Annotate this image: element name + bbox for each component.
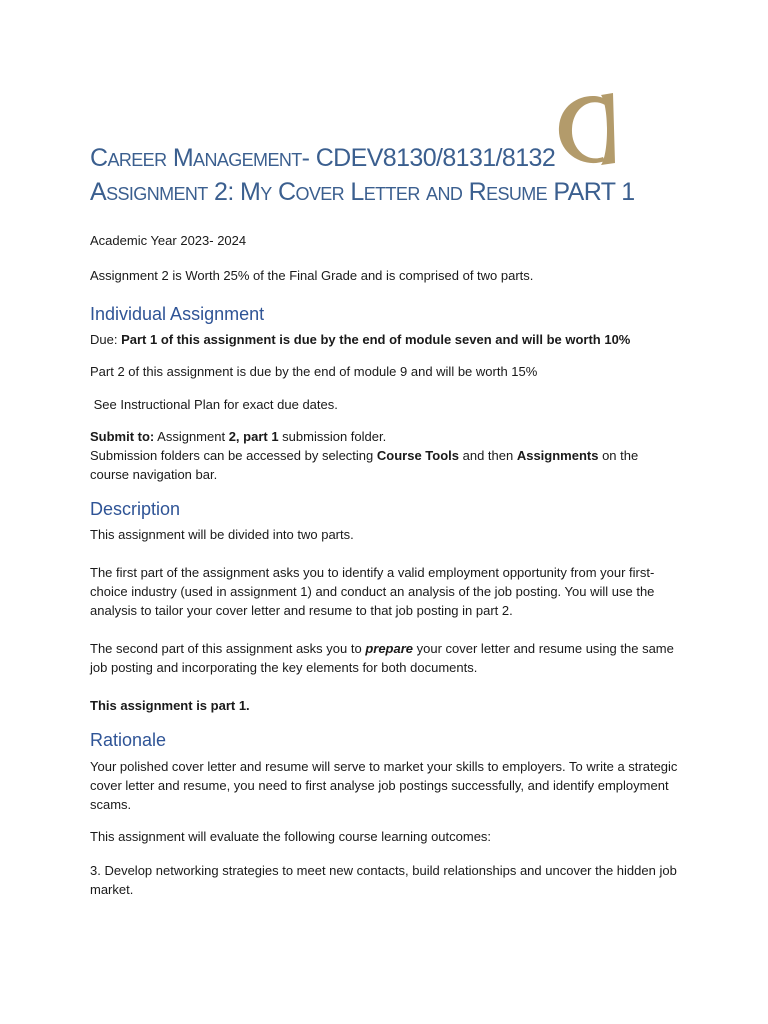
rationale-p1: Your polished cover letter and resume will serve to market your skills to employers. To write a strategic cover letter and resume, you need to first analyse job postings successfully, and identify employment scams.: [90, 759, 678, 812]
due-label: Due:: [90, 332, 118, 347]
heading-rationale: Rationale: [90, 730, 167, 750]
heading-description: Description: [90, 499, 181, 519]
description-p3-emphasis: prepare: [365, 641, 414, 656]
submit-label: Submit to:: [90, 429, 155, 444]
assignments-label: Assignments: [516, 448, 599, 463]
submit-text-1: Assignment: [154, 429, 229, 444]
description-p4: [90, 696, 680, 715]
document-title-line2: Assignment 2: My Cover Letter and Resume PART 1: [90, 178, 635, 206]
part2-due: Part 2 of this assignment is due by the end of module 9 and will be worth 15%: [90, 364, 538, 379]
document-title-line1: Career Management- CDEV8130/8131/8132: [90, 144, 556, 172]
course-tools-label: Course Tools: [376, 448, 459, 463]
description-p1: This assignment will be divided into two parts.: [90, 527, 354, 542]
see-instructional-plan: See Instructional Plan for exact due dates.: [90, 397, 338, 412]
due-line: [90, 330, 680, 349]
submit-to-block: [90, 427, 680, 484]
description-p4-bold: This assignment is part 1.: [90, 698, 250, 713]
folders-text-3: on the course navigation bar.: [90, 448, 639, 482]
college-c-logo-icon: [553, 93, 619, 167]
rationale-p3: 3. Develop networking strategies to meet new contacts, build relationships and uncover the hidden job market.: [90, 863, 677, 897]
folders-text-2: and then: [459, 448, 517, 463]
folders-text-1: Submission folders can be accessed by selecting: [90, 448, 377, 463]
description-p2: The first part of the assignment asks you to identify a valid employment opportunity from your first-choice industry (used in assignment 1) and conduct an analysis of the job posting. You will use the analysis to tailor your cover letter and resume to that job posting in part 2.: [90, 565, 655, 618]
description-p3: [90, 639, 680, 677]
description-p3-text-2: your cover letter and resume using the same job posting and incorporating the key elements for both documents.: [90, 641, 674, 675]
submit-bold: 2, part 1: [228, 429, 279, 444]
assignment-worth: Assignment 2 is Worth 25% of the Final Grade and is comprised of two parts.: [90, 268, 534, 283]
academic-year: Academic Year 2023- 2024: [90, 233, 247, 248]
heading-individual-assignment: Individual Assignment: [90, 304, 265, 324]
submit-text-2: submission folder.: [278, 429, 387, 444]
description-p3-text-1: The second part of this assignment asks you to: [90, 641, 366, 656]
due-text: Part 1 of this assignment is due by the end of module seven and will be worth 10%: [121, 332, 631, 347]
rationale-p2: This assignment will evaluate the following course learning outcomes:: [90, 829, 492, 844]
